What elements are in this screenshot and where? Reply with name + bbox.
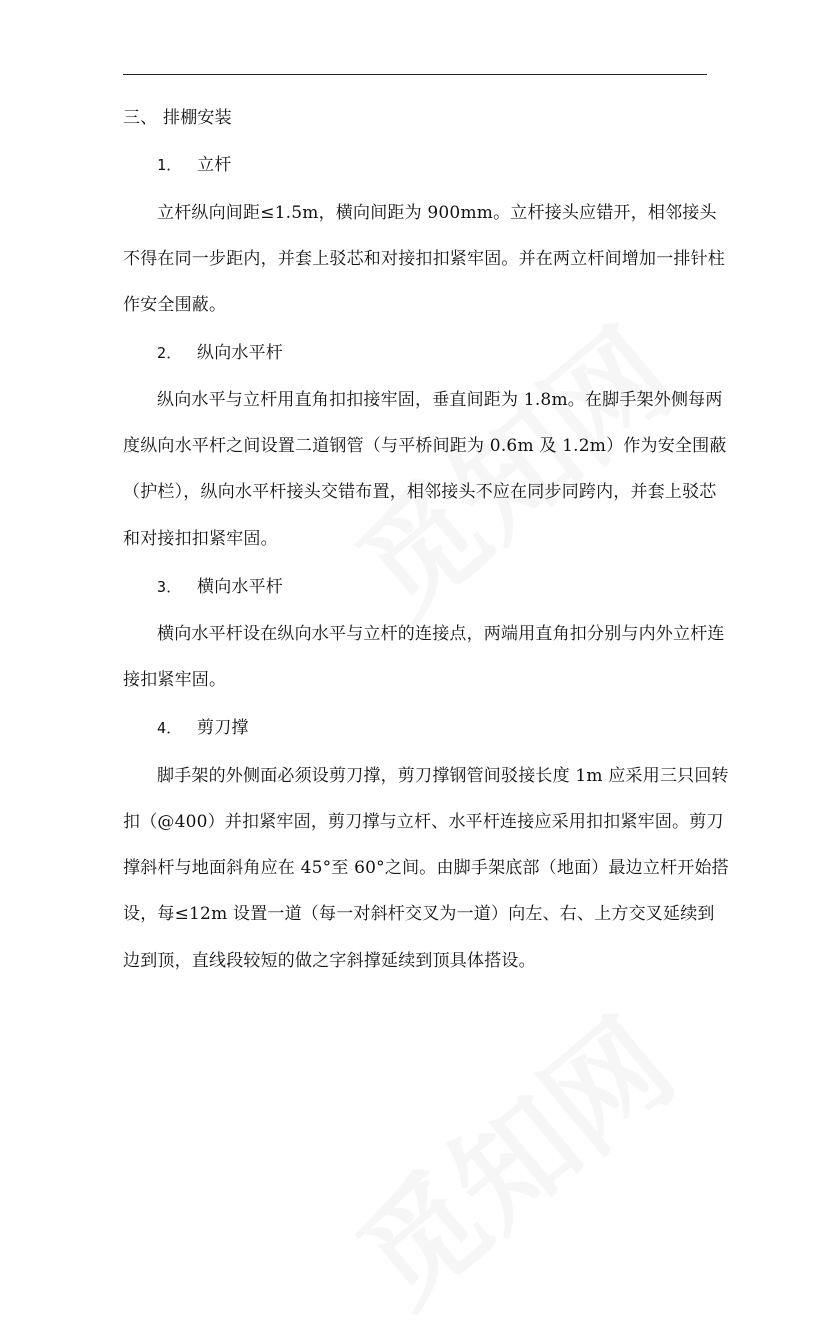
paragraph-line: 接扣紧牢固。 — [123, 670, 227, 690]
item-number: 1． — [157, 156, 182, 174]
item-number: 3． — [157, 578, 182, 596]
paragraph-line: 撑斜杆与地面斜角应在 45°至 60°之间。由脚手架底部（地面）最边立杆开始搭 — [123, 858, 729, 878]
paragraph-line: 度纵向水平杆之间设置二道钢管（与平桥间距为 0.6m 及 1.2m）作为安全围蔽 — [123, 436, 727, 456]
paragraph-line: 边到顶，直线段较短的做之字斜撑延续到顶具体搭设。 — [123, 951, 536, 971]
item-heading — [157, 717, 747, 739]
paragraph-line: 立杆纵向间距≤1.5m，横向间距为 900mm。立杆接头应错开，相邻接头 — [157, 203, 717, 223]
item-heading — [157, 154, 747, 176]
paragraph-line: 扣（@400）并扣紧牢固，剪刀撑与立杆、水平杆连接应采用扣扣紧牢固。剪刀 — [123, 812, 724, 832]
item-title: 立杆 — [197, 155, 232, 175]
item-heading — [157, 342, 747, 364]
item-number: 4． — [157, 719, 182, 737]
watermark — [317, 974, 703, 1337]
paragraph-line: 横向水平杆设在纵向水平与立杆的连接点，两端用直角扣分别与内外立杆连 — [157, 624, 725, 644]
item-title: 纵向水平杆 — [197, 343, 283, 363]
item-number: 2． — [157, 344, 182, 362]
paragraph-line: 不得在同一步距内，并套上驳芯和对接扣扣紧牢固。并在两立杆间增加一排针柱 — [123, 249, 725, 269]
section-title: 三、 排棚安装 — [123, 108, 232, 128]
item-heading — [157, 576, 747, 598]
paragraph-line: 脚手架的外侧面必须设剪刀撑，剪刀撑钢管间驳接长度 1m 应采用三只回转 — [157, 766, 729, 786]
paragraph-line: 和对接扣扣紧牢固。 — [123, 529, 278, 549]
item-title: 横向水平杆 — [197, 577, 283, 597]
paragraph-line: 设，每≤12m 设置一道（每一对斜杆交叉为一道）向左、右、上方交叉延续到 — [123, 904, 715, 924]
paragraph-line: 纵向水平与立杆用直角扣扣接牢固，垂直间距为 1.8m。在脚手架外侧每两 — [157, 390, 723, 410]
header-rule — [123, 74, 707, 75]
item-title: 剪刀撑 — [197, 718, 249, 738]
paragraph-line: （护栏），纵向水平杆接头交错布置，相邻接头不应在同步同跨内，并套上驳芯 — [123, 482, 717, 502]
paragraph-line: 作安全围蔽。 — [123, 295, 227, 315]
